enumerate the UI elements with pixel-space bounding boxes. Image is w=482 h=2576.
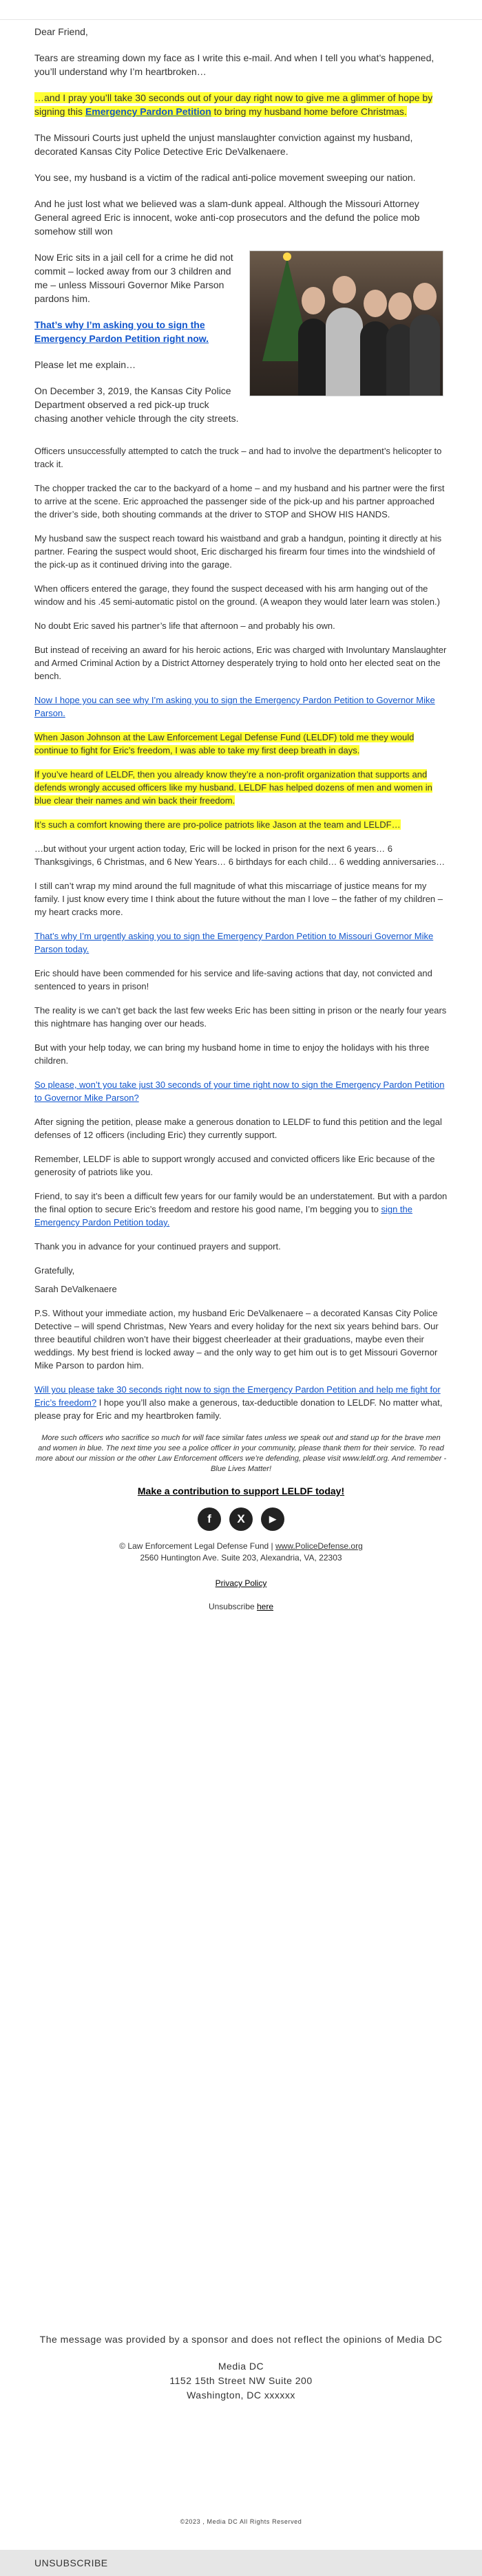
story-paragraph-3: My husband saw the suspect reach toward his waistband and grab a handgun, pointing it directly at his partner. Fearing the suspect would shoot, Eric discharged his firearm four times into the windshield of the pick-up as it continued driving into the garage. — [34, 533, 442, 570]
street-address: 2560 Huntington Ave. Suite 203, Alexandria, VA, 22303 — [140, 1553, 342, 1563]
intro-paragraph-1: Tears are streaming down my face as I write this e-mail. And when I tell you what’s happened, you’ll understand why I’m heartbroken… — [34, 52, 434, 77]
photo-section-text — [34, 250, 241, 438]
petition-link[interactable]: Emergency Pardon Petition — [85, 106, 211, 117]
story-paragraph-11: But with your help today, we can bring my husband home in time to enjoy the holidays with his three children. — [34, 1042, 430, 1066]
person-shape — [410, 314, 440, 396]
youtube-icon[interactable]: ▶ — [261, 1507, 284, 1531]
sign-petition-link-5[interactable]: sign the Emergency Pardon Petition today. — [34, 1204, 412, 1227]
intro-p2-start: …and I pray you’ll take 30 seconds out of your day right now to give me a glimmer of hope by signing this — [34, 92, 433, 117]
x-icon[interactable]: X — [229, 1507, 253, 1531]
sign-petition-link-6[interactable]: Will you please take 30 seconds right now to sign the Emergency Pardon Petition and help me fight for Eric’s freedom? — [34, 1384, 441, 1408]
story-paragraph-4: When officers entered the garage, they found the suspect deceased with his arm hanging out of the window and his .45 semi-automatic pistol on the ground. (A weapon they would later learn was stolen.) — [34, 583, 440, 607]
family-photo — [249, 250, 443, 396]
story-paragraph-15: Thank you in advance for your continued prayers and support. — [34, 1241, 281, 1252]
broken-image-banner — [0, 0, 482, 20]
facebook-icon[interactable]: f — [198, 1507, 221, 1531]
person-shape — [298, 319, 328, 396]
sign-petition-link-3[interactable]: That’s why I’m urgently asking you to sign the Emergency Pardon Petition to Missouri Governor Mike Parson today. — [34, 931, 434, 954]
intro-paragraph-2 — [34, 91, 448, 118]
signature: Sarah DeValkenaere — [34, 1284, 117, 1294]
org-address: © Law Enforcement Legal Defense Fund | www.PoliceDefense.org 2560 Huntington Ave. Suite 203, Alexandria, VA, 22303 — [119, 1541, 363, 1563]
story-paragraph-6: But instead of receiving an award for his heroic actions, Eric was charged with Involuntary Manslaughter and Armed Criminal Action by a District Attorney desperately trying to hold onto her elected seat on the bench. — [34, 645, 447, 681]
highlight-paragraph-1: When Jason Johnson at the Law Enforcement Legal Defense Fund (LELDF) told me they would continue to fight for Eric’s freedom, I was able to take my first deep breath in days. — [34, 732, 415, 755]
sign-petition-link-4[interactable]: So please, won’t you take just 30 seconds of your time right now to sign the Emergency Pardon Petition to Governor Mike Parson? — [34, 1080, 445, 1103]
sign-off: Gratefully, — [34, 1265, 75, 1276]
privacy-row — [34, 1576, 448, 1590]
sponsor-block — [34, 2332, 448, 2403]
org-website-link[interactable]: www.PoliceDefense.org — [275, 1541, 363, 1551]
highlight-paragraph-3: It’s such a comfort knowing there are pro-police patriots like Jason at the team and LELDF… — [34, 819, 401, 830]
photo-section — [34, 250, 448, 438]
split-paragraph-1: Now Eric sits in a jail cell for a crime he did not commit – locked away from our 3 children and me – unless Missouri Governor Mike Parson pardons him. — [34, 252, 233, 304]
story-paragraph-1: Officers unsuccessfully attempted to catch the truck – and had to involve the department’s helicopter to track it. — [34, 446, 442, 469]
sign-petition-link-2[interactable]: Now I hope you can see why I’m asking you to sign the Emergency Pardon Petition to Governor Mike Parson. — [34, 695, 435, 718]
postscript: P.S. Without your immediate action, my husband Eric DeValkenaere – a decorated Kansas City Police Detective – will spend Christmas, New Years and every holiday for the next six years behind bars. Our three beautiful children won’t have their biggest cheerleader at their graduations, maybe even their weddings. My best friend is locked away – and the only way to get him out is to get Missouri Governor Mike Parson to pardon him. — [34, 1308, 439, 1371]
sign-petition-link[interactable]: That’s why I’m asking you to sign the Emergency Pardon Petition right now. — [34, 319, 209, 344]
footer-note: More such officers who sacrifice so much for will face similar fates unless we speak out and stand up for the brave men and women in blue. The next time you see a police officer in your community, please thank them for their service. To read more about our mission or the other Law Enforcement officers we’re defending, please visit www.leldf.org. And remember - Blue Lives Matter! — [35, 1434, 447, 1473]
split-paragraph-2: Please let me explain… — [34, 359, 136, 370]
sponsor-disclaimer: The message was provided by a sponsor and does not reflect the opinions of Media DC — [39, 2334, 443, 2345]
greeting: Dear Friend, — [34, 26, 88, 37]
story-paragraph-10: The reality is we can’t get back the last few weeks Eric has been sitting in prison or the nearly four years this nightmare has hanging over our heads. — [34, 1005, 447, 1029]
contribution-cta — [34, 1484, 448, 1498]
intro-paragraph-5: And he just lost what we believed was a slam-dunk appeal. Although the Missouri Attorney General agreed Eric is innocent, woke anti-cop prosecutors and the defund the police mob somehow still won — [34, 198, 420, 237]
sponsor-city: Washington, DC xxxxxx — [187, 2390, 295, 2401]
story-paragraph-7: …but without your urgent action today, Eric will be locked in prison for the next 6 years… 6 Thanksgivings, 6 Christmas, and 6 New Years… 6 birthdays for each child… 6 wedding anniversaries… — [34, 844, 446, 867]
unsubscribe-button[interactable]: UNSUBSCRIBE — [34, 2557, 108, 2568]
highlight-paragraph-2: If you’ve heard of LELDF, then you already know they’re a non-profit organization that supports and defends wrongly accused officers like my husband. LELDF has helped dozens of men and women in blue clear their names and win back their freedom. — [34, 769, 432, 806]
split-paragraph-3: On December 3, 2019, the Kansas City Police Department observed a red pick-up truck chasing another vehicle through the city streets. — [34, 385, 239, 424]
unsubscribe-row: Unsubscribe here — [208, 1602, 274, 1611]
privacy-policy-link[interactable]: Privacy Policy — [215, 1578, 267, 1588]
story-paragraph-9: Eric should have been commended for his service and life-saving actions that day, not convicted and sentenced to years in prison! — [34, 968, 432, 991]
social-links — [34, 1507, 448, 1531]
intro-paragraph-3: The Missouri Courts just upheld the unjust manslaughter conviction against my husband, decorated Kansas City Police Detective Eric DeValkenaere. — [34, 132, 413, 157]
story-paragraph-2: The chopper tracked the car to the backyard of a home – and my husband and his partner were the first to arrive at the scene. Eric approached the passenger side of the pick-up and his partner approached the driver’s side, both shouting commands at the driver to STOP and SHOW HIS HANDS. — [34, 483, 445, 519]
tree-star-shape — [283, 253, 291, 261]
email-body — [34, 25, 448, 1623]
person-shape — [326, 308, 363, 396]
unsubscribe-bar — [0, 2550, 482, 2576]
sponsor-name: Media DC — [218, 2361, 264, 2372]
postscript-2: Will you please take 30 seconds right now to sign the Emergency Pardon Petition and help me fight for Eric’s freedom? I hope you’ll also make a generous, tax-deductible donation to LELDF. No matter what, please pray for Eric and my heartbroken family. — [34, 1384, 443, 1421]
story-paragraph-12: After signing the petition, please make a generous donation to LELDF to fund this petition and the legal defenses of 12 officers (including Eric) they currently support. — [34, 1117, 442, 1140]
story-section — [34, 444, 448, 1422]
copyright: ©2023 , Media DC All Rights Reserved — [180, 2518, 302, 2525]
intro-paragraph-4: You see, my husband is a victim of the radical anti-police movement sweeping our nation. — [34, 172, 416, 183]
story-paragraph-14: Friend, to say it’s been a difficult few years for our family would be an understatement. But with a pardon the final option to secure Eric’s freedom and restore his good name, I’m begging you to sign the Emergency Pardon Petition today. — [34, 1191, 448, 1227]
contribute-link[interactable]: Make a contribution to support LELDF today! — [137, 1485, 345, 1496]
story-paragraph-13: Remember, LELDF is able to support wrongly accused and convicted officers like Eric because of the generosity of patriots like you. — [34, 1154, 435, 1177]
story-paragraph-8: I still can’t wrap my mind around the full magnitude of what this miscarriage of justice means for my family. I just know every time I think about the future without the man I love – the father of my children – my heart cracks more. — [34, 881, 443, 917]
intro-p2-highlight: to bring my husband home before Christmas. — [211, 106, 407, 117]
sponsor-street: 1152 15th Street NW Suite 200 — [169, 2375, 313, 2386]
story-paragraph-5: No doubt Eric saved his partner’s life that afternoon – and probably his own. — [34, 621, 335, 631]
unsubscribe-link[interactable]: here — [257, 1602, 274, 1611]
